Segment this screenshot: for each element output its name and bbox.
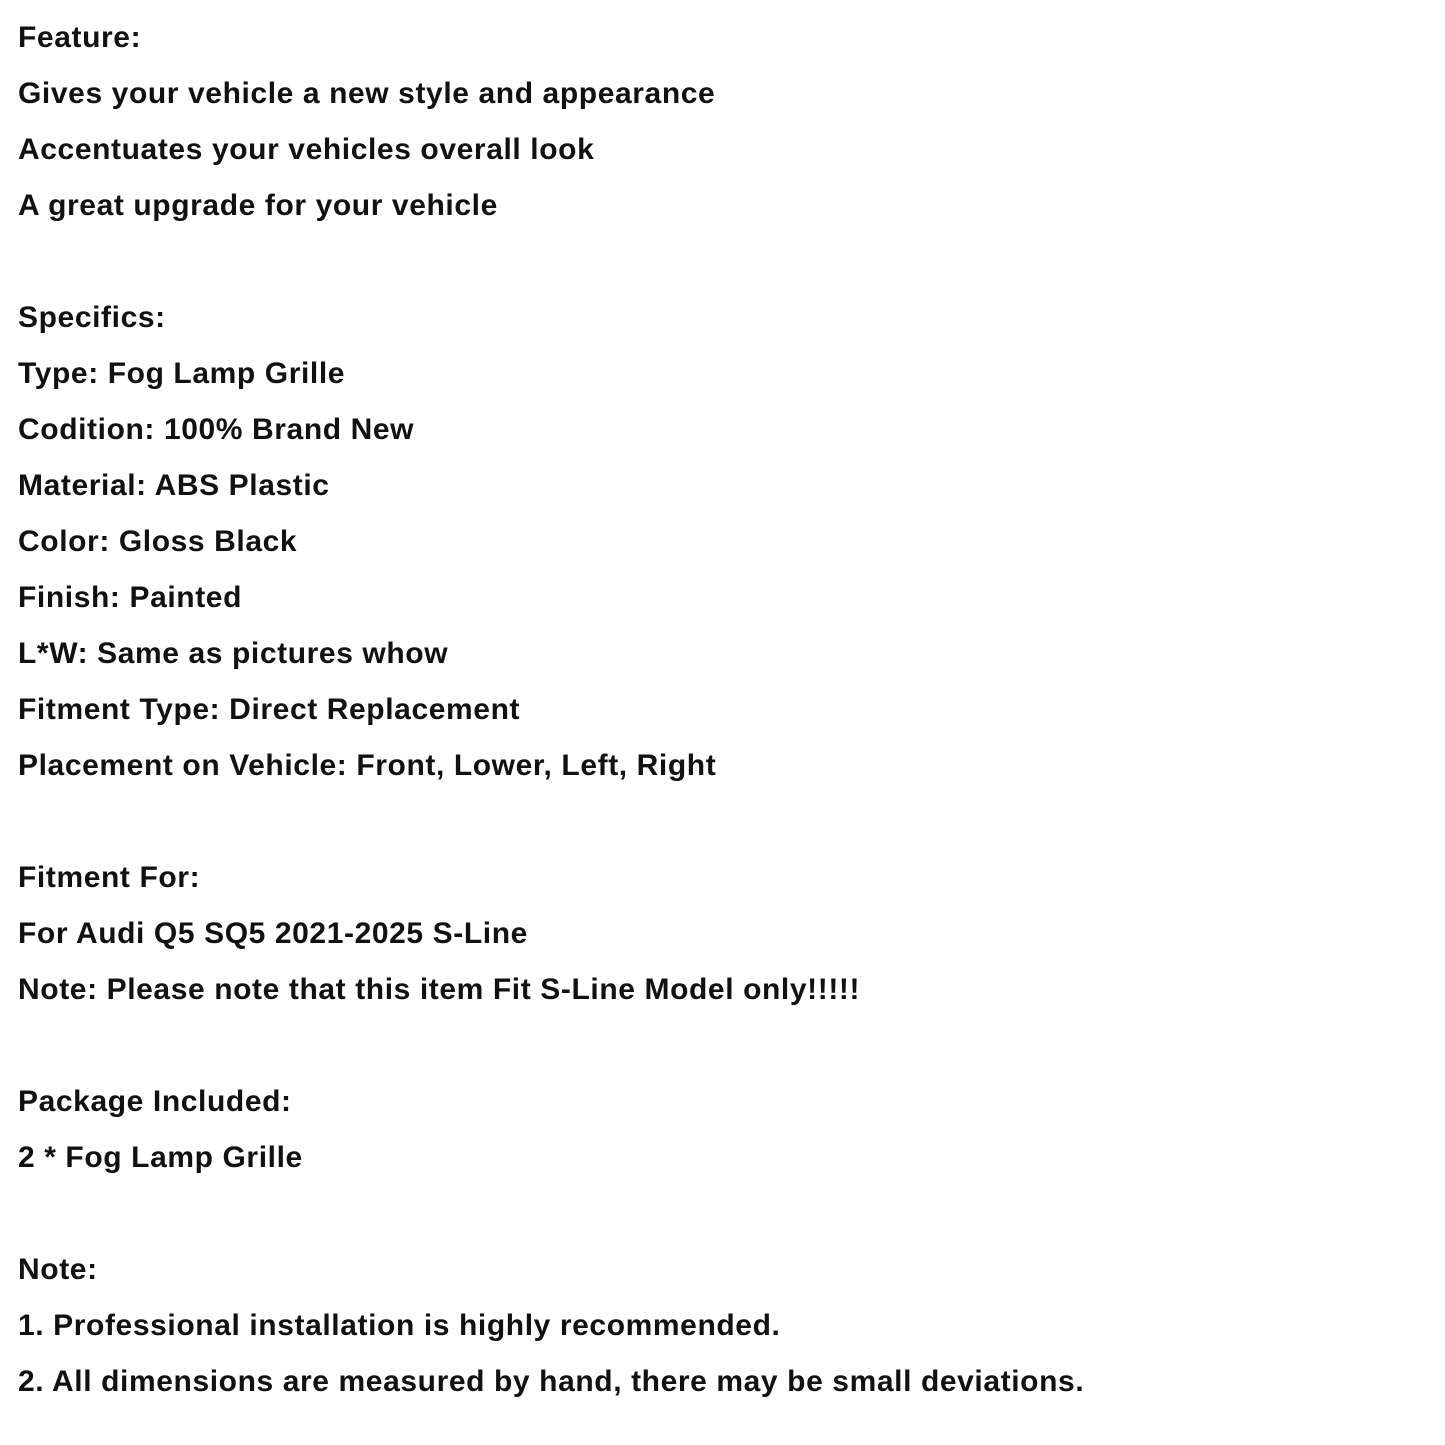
- spec-condition: Codition: 100% Brand New: [18, 413, 415, 446]
- spec-dimensions: L*W: Same as pictures whow: [18, 637, 449, 670]
- note-item: 2. All dimensions are measured by hand, there may be small deviations.: [18, 1365, 1085, 1398]
- specifics-heading: Specifics:: [18, 301, 166, 334]
- package-section: [18, 1074, 1418, 1186]
- specifics-section: [18, 290, 1418, 794]
- note-section: [18, 1242, 1418, 1410]
- spec-finish: Finish: Painted: [18, 581, 243, 614]
- spec-fitment-type: Fitment Type: Direct Replacement: [18, 693, 521, 726]
- package-heading: Package Included:: [18, 1085, 292, 1118]
- spec-color: Color: Gloss Black: [18, 525, 298, 558]
- package-item: 2 * Fog Lamp Grille: [18, 1141, 303, 1174]
- section-spacer: [18, 1018, 1418, 1074]
- section-spacer: [18, 1186, 1418, 1242]
- spec-placement: Placement on Vehicle: Front, Lower, Left, Right: [18, 749, 717, 782]
- fitment-heading: Fitment For:: [18, 861, 201, 894]
- fitment-vehicle: For Audi Q5 SQ5 2021-2025 S-Line: [18, 917, 528, 950]
- feature-item: A great upgrade for your vehicle: [18, 189, 498, 222]
- feature-item: Gives your vehicle a new style and appearance: [18, 77, 716, 110]
- section-spacer: [18, 234, 1418, 290]
- section-spacer: [18, 794, 1418, 850]
- spec-material: Material: ABS Plastic: [18, 469, 330, 502]
- fitment-note: Note: Please note that this item Fit S-Line Model only!!!!!: [18, 973, 861, 1006]
- feature-item: Accentuates your vehicles overall look: [18, 133, 595, 166]
- fitment-section: [18, 850, 1418, 1018]
- feature-section: [18, 10, 1418, 234]
- feature-heading: Feature:: [18, 21, 142, 54]
- spec-type: Type: Fog Lamp Grille: [18, 357, 346, 390]
- note-item: 1. Professional installation is highly recommended.: [18, 1309, 781, 1342]
- product-description: [18, 10, 1418, 1410]
- note-heading: Note:: [18, 1253, 98, 1286]
